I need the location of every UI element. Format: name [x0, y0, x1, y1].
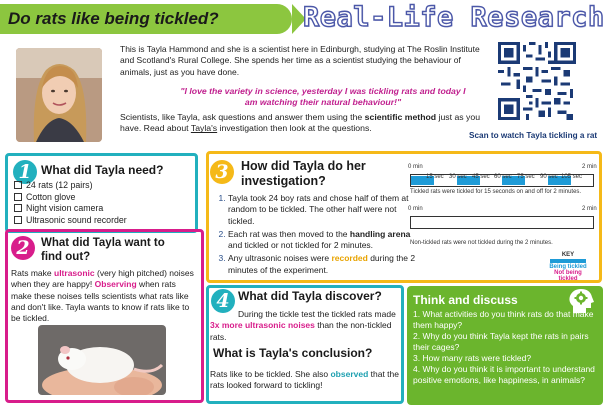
- non-tickled-caption: Non-tickled rats were not tickled during the 2 minutes.: [410, 240, 553, 246]
- discover-text-1: During the tickle test the tickled rats made: [238, 309, 396, 319]
- rat-photo: [38, 325, 166, 395]
- discover-text-2: than the non-tickled rats.: [210, 320, 392, 342]
- list-item: [14, 215, 127, 227]
- find-text-1: Rats make: [11, 268, 54, 278]
- find-title: [41, 236, 165, 264]
- scientist-quote: "I love the variety in science, yesterday I was tickling rats and today I am watching their natural behaviour!": [180, 86, 466, 108]
- think-questions: [413, 309, 599, 386]
- list-item: [228, 253, 418, 276]
- find-text-3: when rats make these noises tells scientists what rats like and don't like. Tayla wants to know if rats like to be tickled.: [11, 279, 190, 324]
- list-item: 1. What activities do you think rats do that make them happy?: [413, 309, 594, 330]
- find-text-2: (very high pitched) noises when they are happy!: [11, 268, 194, 290]
- step-number-2: 2: [11, 236, 35, 260]
- find-title-line2: find out?: [41, 251, 91, 263]
- key-tickled-swatch: [550, 259, 586, 263]
- how-title-line1: How did Tayla do her: [241, 159, 366, 173]
- list-item: 3. How many rats were tickled?: [413, 353, 532, 363]
- need-title: What did Tayla need?: [41, 163, 164, 177]
- need-item-1: 24 rats (12 pairs): [26, 180, 93, 190]
- banner-title: Do rats like being tickled?: [8, 9, 219, 28]
- how-steps: [213, 193, 418, 276]
- qr-code[interactable]: [498, 42, 576, 120]
- tick-75: 75 sec: [517, 174, 535, 180]
- tick-45: 45 sec: [472, 174, 490, 180]
- need-item-3: Night vision camera: [26, 203, 104, 214]
- sci-text-1: Scientists, like Tayla, ask questions and answer them using the: [120, 112, 365, 122]
- checkbox[interactable]: [14, 216, 22, 224]
- sci-text-2: just as you have. Read about: [120, 112, 481, 134]
- how-title-line2: investigation?: [241, 174, 326, 188]
- step-number-3: 3: [210, 160, 234, 184]
- checkbox[interactable]: [14, 193, 22, 201]
- need-list: [14, 180, 127, 226]
- list-item: [228, 193, 418, 227]
- list-item: [14, 180, 127, 192]
- tick-60: 60 sec: [494, 174, 512, 180]
- key-title: KEY: [561, 252, 575, 258]
- conclusion-title: What is Tayla's conclusion?: [213, 346, 373, 360]
- sci-text-3: investigation then look at the questions.: [217, 123, 372, 134]
- timeline-diagram: [406, 161, 598, 282]
- qr-caption: Scan to watch Tayla tickling a rat: [469, 131, 598, 140]
- need-item-4: Ultrasonic sound recorder: [26, 214, 127, 225]
- key-not-label: Not being tickled: [554, 270, 582, 282]
- scientist-photo: [16, 48, 102, 142]
- list-item: 2. Why do you think Tayla kept the rats in pairs their cages?: [413, 331, 589, 352]
- how-step-3: Any ultrasonic noises were: [228, 253, 332, 264]
- timeline2-end-label: 2 min: [582, 206, 597, 212]
- checkbox[interactable]: [14, 181, 22, 189]
- tick-30: 30 sec: [449, 174, 467, 180]
- sci-bold: scientific method: [364, 112, 437, 122]
- timeline-key: [546, 252, 590, 282]
- brand-title: Real-Life Research: [303, 2, 605, 33]
- how-step-2-bold: handling arena: [349, 228, 411, 239]
- find-title-line1: What did Tayla want to: [41, 237, 165, 249]
- non-tickled-bar: [410, 216, 594, 229]
- how-step-2: Each rat was then moved to the: [228, 228, 350, 239]
- tick-90: 90 sec: [540, 174, 558, 180]
- list-item: 4. Why do you think it is important to understand positive emotions, like happiness, in animals?: [413, 364, 595, 385]
- list-item: [14, 203, 127, 215]
- tick-105: 105 sec: [561, 174, 583, 180]
- conclusion-text-1: Rats like to be tickled. She also: [210, 369, 331, 379]
- find-highlight-observing: Observing: [94, 279, 137, 290]
- list-item: [14, 192, 127, 204]
- think-title: Think and discuss: [413, 293, 518, 307]
- discover-highlight: 3x more ultrasonic noises: [210, 320, 315, 331]
- how-title: [241, 159, 366, 189]
- how-step-3-highlight: recorded: [331, 253, 368, 264]
- need-item-2: Cotton glove: [26, 191, 76, 202]
- how-step-1: Tayla took 24 boy rats and chose half of them at random to be tickled. The other half were not tickled.: [228, 193, 409, 226]
- timeline-start-label: 0 min: [408, 164, 423, 170]
- key-tickled-label: Being tickled: [549, 264, 587, 270]
- scientific-method-text: [120, 112, 492, 135]
- list-item: [228, 229, 418, 252]
- checkbox[interactable]: [14, 204, 22, 212]
- tickled-caption: Tickled rats were tickled for 15 seconds on and off for 2 minutes.: [410, 189, 582, 195]
- sci-link[interactable]: Tayla's: [190, 123, 218, 134]
- title-banner: [0, 4, 292, 34]
- timeline2-start-label: 0 min: [408, 206, 423, 212]
- intro-text: This is Tayla Hammond and she is a scientist here in Edinburgh, studying at The Roslin Institute and Scotland's Rural College. She spends her time as a scientist studying the behaviour of animals, just as you have done.: [120, 44, 480, 77]
- discover-body: [210, 309, 400, 343]
- find-body: [11, 268, 197, 324]
- step-number-1: 1: [13, 160, 37, 184]
- conclusion-text-2: that the rats looked forward to tickling!: [210, 369, 399, 391]
- step-number-4: 4: [211, 289, 235, 313]
- conclusion-body: [210, 369, 400, 392]
- how-step-2-after: and tickled or not tickled for 2 minutes.: [228, 240, 374, 251]
- how-step-3-after: during the 2 minutes of the experiment.: [228, 253, 416, 275]
- timeline-end-label: 2 min: [582, 164, 597, 170]
- tick-15: 15 sec: [426, 174, 444, 180]
- find-highlight-ultrasonic: ultrasonic: [54, 268, 95, 278]
- conclusion-highlight: observed: [330, 369, 369, 379]
- discover-title: What did Tayla discover?: [238, 289, 382, 303]
